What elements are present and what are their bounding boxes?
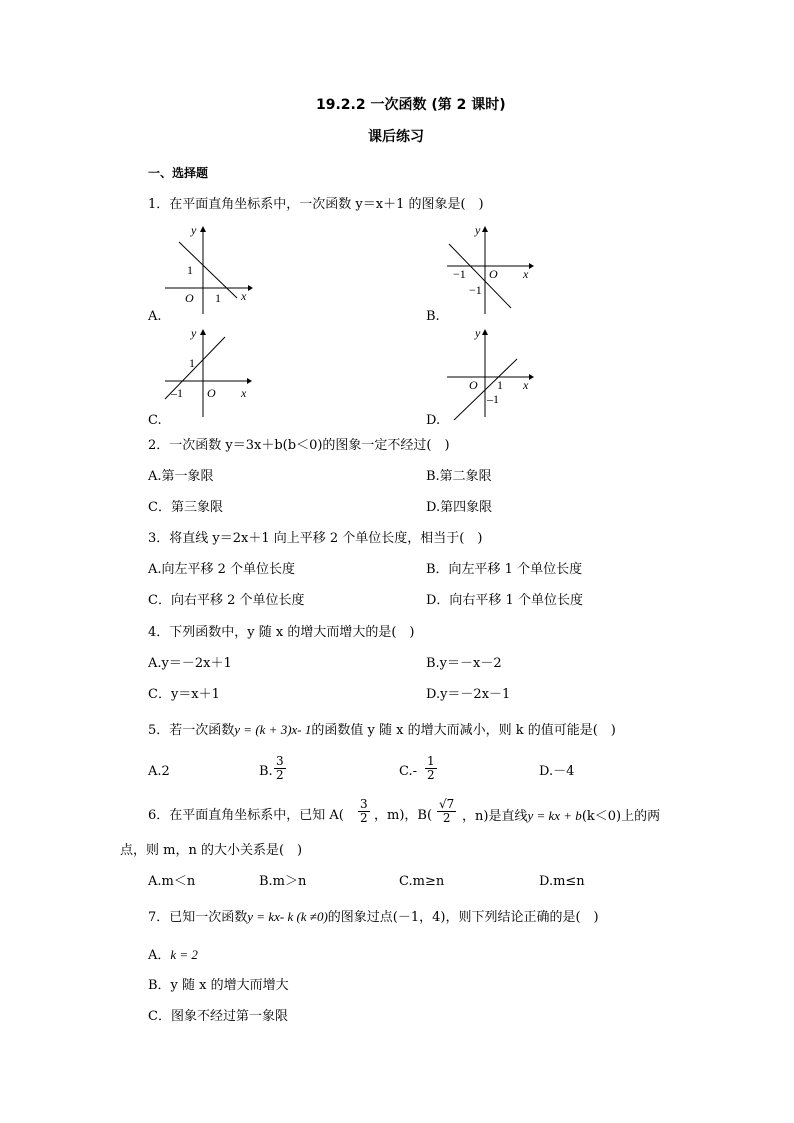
fraction-denominator: 2: [442, 811, 451, 825]
q4-option-b[interactable]: B.y＝－x－2: [426, 656, 502, 671]
q6-option-d[interactable]: D.m≤n: [539, 874, 585, 889]
q5-option-d[interactable]: D.－4: [539, 764, 575, 779]
q7-option-a[interactable]: [148, 947, 198, 964]
q6-line1-part2: ，m)，B(: [374, 808, 433, 823]
origin-label: O: [207, 386, 216, 400]
tick-label-x1: 1: [215, 291, 221, 305]
q5-option-a[interactable]: A.2: [148, 764, 170, 779]
q1-option-a[interactable]: A.: [148, 309, 162, 324]
origin-label: O: [185, 291, 194, 305]
tick-label-x-neg1: –1: [171, 386, 183, 400]
fraction-denominator: 2: [276, 768, 284, 782]
page-subtitle: 课后练习: [368, 129, 424, 145]
y-axis-arrow: [482, 329, 488, 335]
q4-option-c[interactable]: C．y＝x＋1: [148, 687, 220, 702]
q7-pre: 7．已知一次函数: [148, 910, 248, 925]
q5-option-b-prefix[interactable]: B.: [259, 764, 273, 779]
graph-a: [163, 222, 273, 317]
x-label: x: [241, 386, 247, 400]
q6-line2: 点，则 m，n 的大小关系是( ): [120, 843, 303, 858]
section-heading: 一、选择题: [148, 166, 209, 180]
q7-option-c[interactable]: C．图象不经过第一象限: [148, 1009, 288, 1024]
q5-option-b-fraction: [274, 755, 286, 782]
graph-b: [445, 222, 555, 317]
q2-option-b[interactable]: B.第二象限: [426, 469, 492, 484]
q6-option-a[interactable]: A.m＜n: [148, 874, 196, 889]
q7-option-b[interactable]: B．y 随 x 的增大而增大: [148, 978, 289, 993]
q6-b-fraction: [437, 798, 456, 825]
q3-option-c[interactable]: C．向右平移 2 个单位长度: [148, 593, 305, 608]
q6-post1: ，n)是直线: [462, 809, 528, 824]
q1-stem: 1．在平面直角坐标系中，一次函数 y＝x＋1 的图象是( ): [148, 197, 484, 212]
q7-math: y = kx- k (k ≠0): [247, 909, 328, 924]
q4-option-a[interactable]: A.y＝－2x＋1: [148, 656, 232, 671]
origin-label: O: [469, 378, 478, 392]
q2-option-d[interactable]: D.第四象限: [426, 500, 493, 515]
q7-stem: [148, 909, 599, 926]
tick-label-y1: 1: [187, 263, 193, 277]
x-axis-arrow: [248, 285, 253, 291]
page-title: 19.2.2 一次函数 (第 2 课时): [316, 97, 506, 113]
graph-c: [163, 325, 273, 420]
tick-label-x-neg1: −1: [453, 267, 466, 281]
q6-post2: (k＜0)上的两: [581, 809, 661, 824]
q6-a-fraction: [358, 798, 370, 825]
origin-label: O: [489, 267, 498, 281]
q5-stem-pre: 5．若一次函数: [148, 723, 235, 738]
q2-option-c[interactable]: C．第三象限: [148, 500, 223, 515]
q7-option-a-math: k = 2: [170, 947, 198, 962]
fraction-numerator: √7: [439, 797, 455, 811]
y-axis-arrow: [200, 226, 206, 232]
x-label: x: [241, 289, 247, 303]
q7-option-a-prefix: A．: [148, 948, 171, 963]
q6-option-b[interactable]: B.m＞n: [259, 874, 307, 889]
q3-option-b[interactable]: B．向左平移 1 个单位长度: [426, 562, 583, 577]
tick-label-y-neg1: −1: [469, 283, 482, 297]
y-label: y: [191, 223, 197, 237]
fraction-denominator: 2: [360, 811, 368, 825]
fraction-numerator: 3: [360, 797, 368, 811]
y-axis-arrow: [482, 226, 488, 232]
q5-stem-post: 的函数值 y 随 x 的增大而减小，则 k 的值可能是( ): [311, 723, 616, 738]
y-label: y: [191, 326, 197, 340]
x-label: x: [523, 267, 529, 281]
y-label: y: [475, 223, 481, 237]
q6-line1-part3: [462, 808, 660, 825]
q4-option-d[interactable]: D.y＝－2x－1: [426, 687, 511, 702]
q3-stem: 3．将直线 y＝2x＋1 向上平移 2 个单位长度，相当于( ): [148, 531, 483, 546]
q1-option-c[interactable]: C.: [148, 413, 162, 428]
q1-option-d[interactable]: D.: [426, 413, 441, 428]
y-axis-arrow: [200, 329, 206, 335]
tick-label-y-neg1: –1: [487, 392, 499, 406]
tick-label-y1: 1: [189, 356, 195, 370]
q2-stem: 2．一次函数 y＝3x＋b(b＜0)的图象一定不经过( ): [148, 438, 450, 453]
q5-stem: [148, 722, 616, 739]
x-axis-arrow: [529, 263, 534, 269]
q5-math: y = (k + 3)x- 1: [234, 722, 312, 737]
q1-option-b[interactable]: B.: [426, 309, 440, 324]
fraction-numerator: 1: [427, 754, 435, 768]
q6-line-math: y = kx + b: [527, 808, 582, 823]
fraction-numerator: 3: [276, 754, 284, 768]
q3-option-d[interactable]: D．向右平移 1 个单位长度: [426, 593, 583, 608]
q6-option-c[interactable]: C.m≥n: [399, 874, 445, 889]
x-axis-arrow: [247, 378, 252, 384]
graph-d: [445, 325, 555, 420]
q4-stem: 4．下列函数中，y 随 x 的增大而增大的是( ): [148, 625, 415, 640]
y-label: y: [475, 326, 481, 340]
q3-option-a[interactable]: A.向左平移 2 个单位长度: [148, 562, 296, 577]
q7-post: 的图象过点(－1，4)，则下列结论正确的是( ): [327, 910, 599, 925]
q2-option-a[interactable]: A.第一象限: [148, 469, 214, 484]
x-label: x: [523, 378, 529, 392]
q6-line1-part1: 6．在平面直角坐标系中，已知 A(: [148, 808, 344, 823]
fraction-denominator: 2: [427, 768, 435, 782]
tick-label-x1: 1: [497, 378, 503, 392]
x-axis-arrow: [529, 374, 534, 380]
q5-option-c-prefix[interactable]: C.-: [399, 764, 418, 779]
q5-option-c-fraction: [425, 755, 437, 782]
